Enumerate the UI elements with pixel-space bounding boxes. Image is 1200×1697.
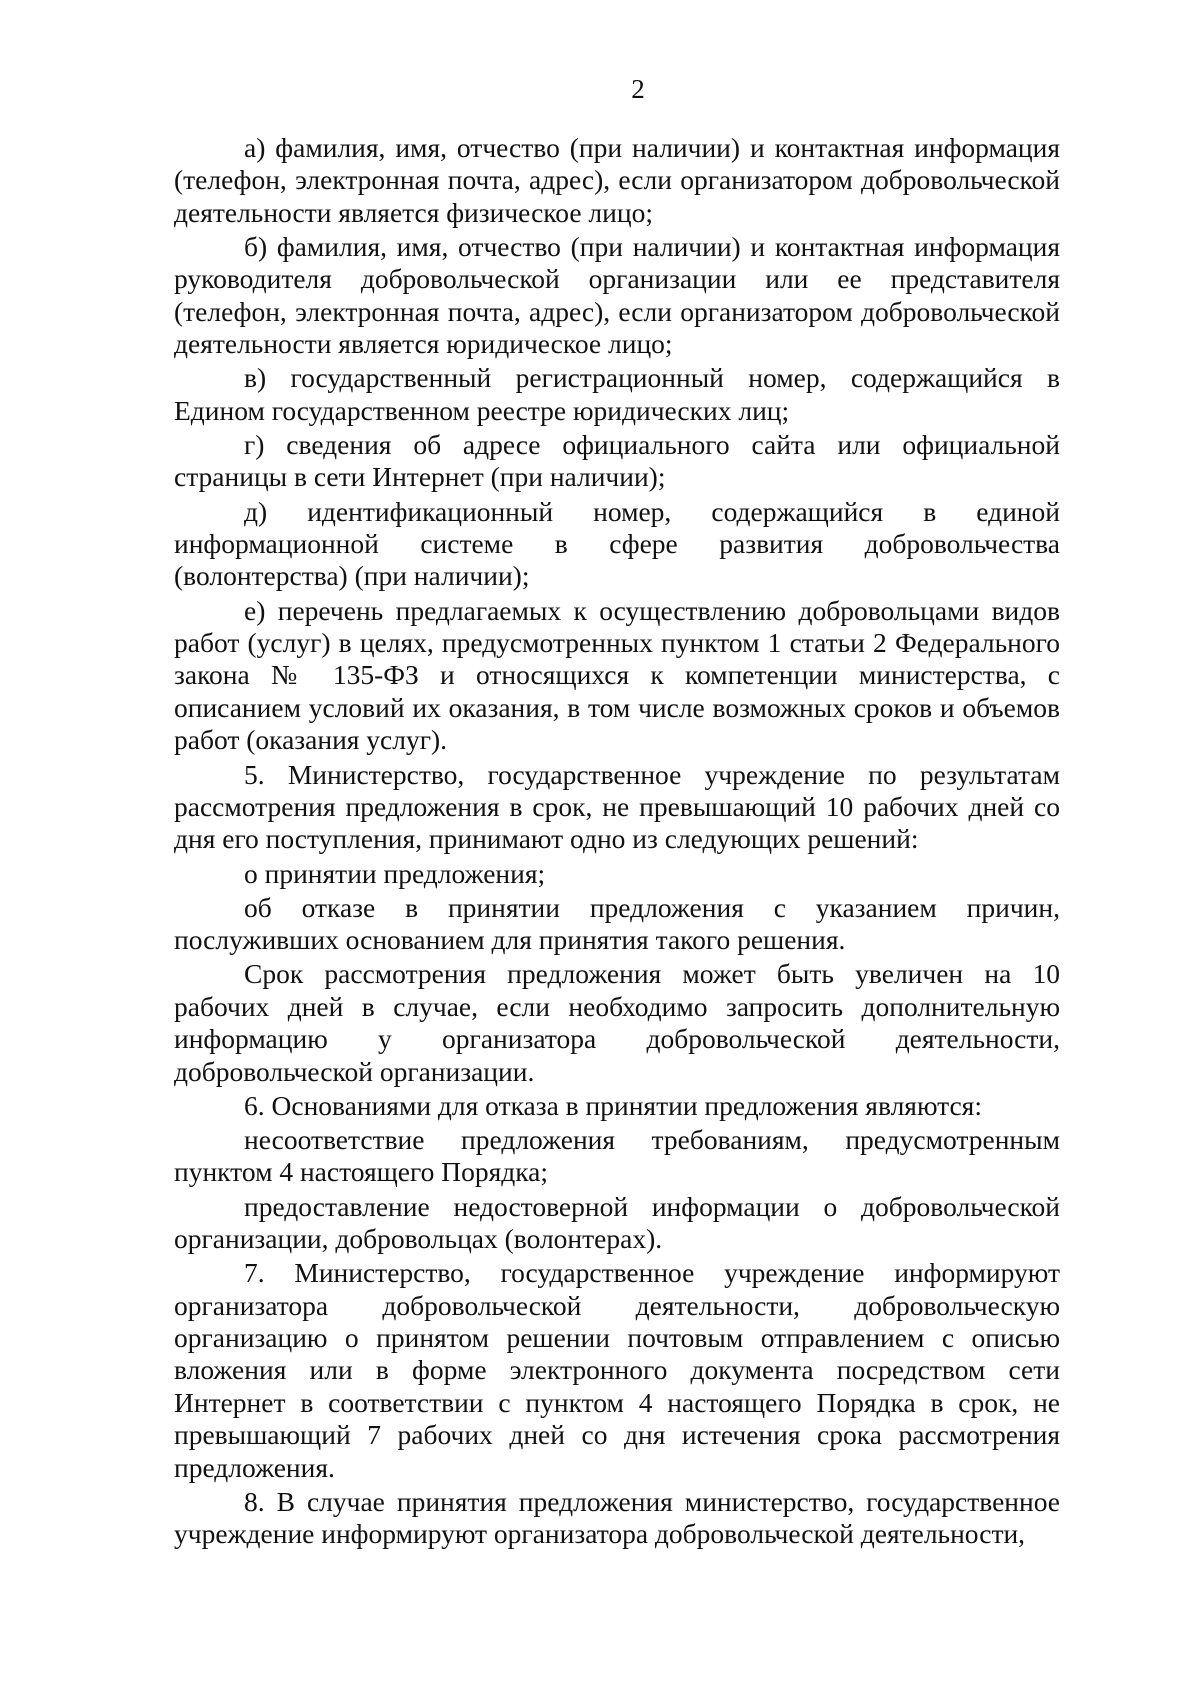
paragraph-item-e: е) перечень предлагаемых к осуществлению добровольцами видов работ (услуг) в целях, предусмотренных пунктом 1 статьи 2 Федерального закона № 135-ФЗ и относящихся к компетенции министерства, с описанием условий их оказания, в том числе возможных сроков и объемов работ (оказания услуг). bbox=[174, 594, 1060, 756]
paragraph-clause-8: 8. В случае принятия предложения министерство, государственное учреждение информируют организатора добровольческой деятельности, bbox=[174, 1485, 1060, 1550]
paragraph-item-g: г) сведения об адресе официального сайта или официальной страницы в сети Интернет (при наличии); bbox=[174, 429, 1060, 493]
paragraph-item-b: б) фамилия, имя, отчество (при наличии) и контактная информация руководителя добровольческой организации или ее представителя (телефон, электронная почта, адрес), если организатором добровольческой деятельности является юридическое лицо; bbox=[174, 231, 1060, 360]
paragraph-review-extension: Срок рассмотрения предложения может быть увеличен на 10 рабочих дней в случае, если необходимо запросить дополнительную информацию у организатора добровольческой деятельности, добровольческой организации. bbox=[174, 958, 1060, 1087]
page-number: 2 bbox=[631, 74, 645, 104]
paragraph-decision-accept: о принятии предложения; bbox=[244, 857, 546, 889]
paragraph-clause-5: 5. Министерство, государственное учреждение по результатам рассмотрения предложения в срок, не превышающий 10 рабочих дней со дня его поступления, принимают одно из следующих решений: bbox=[174, 758, 1060, 855]
paragraph-item-a: а) фамилия, имя, отчество (при наличии) и контактная информация (телефон, электронная почта, адрес), если организатором добровольческой деятельности является физическое лицо; bbox=[174, 132, 1060, 228]
paragraph-reject-reason-1: несоответствие предложения требованиям, предусмотренным пунктом 4 настоящего Порядка; bbox=[174, 1123, 1060, 1188]
paragraph-reject-reason-2: предоставление недостоверной информации о добровольческой организации, добровольцах (волонтерах). bbox=[174, 1190, 1060, 1254]
paragraph-decision-reject: об отказе в принятии предложения с указанием причин, послуживших основанием для принятия такого решения. bbox=[174, 891, 1060, 956]
paragraph-clause-7: 7. Министерство, государственное учреждение информируют организатора добровольческой деятельности, добровольческую организацию о принятом решении почтовым отправлением с описью вложения или в форме электронного документа посредством сети Интернет в соответствии с пунктом 4 настоящего Порядка в срок, не превышающий 7 рабочих дней со дня истечения срока рассмотрения предложения. bbox=[174, 1257, 1060, 1483]
paragraph-item-v: в) государственный регистрационный номер, содержащийся в Едином государственном реестре юридических лиц; bbox=[174, 362, 1060, 426]
document-body bbox=[174, 132, 1060, 1552]
paragraph-clause-6: 6. Основаниями для отказа в принятии предложения являются: bbox=[244, 1089, 982, 1121]
paragraph-item-d: д) идентификационный номер, содержащийся в единой информационной системе в сфере развития добровольчества (волонтерства) (при наличии); bbox=[174, 495, 1060, 592]
